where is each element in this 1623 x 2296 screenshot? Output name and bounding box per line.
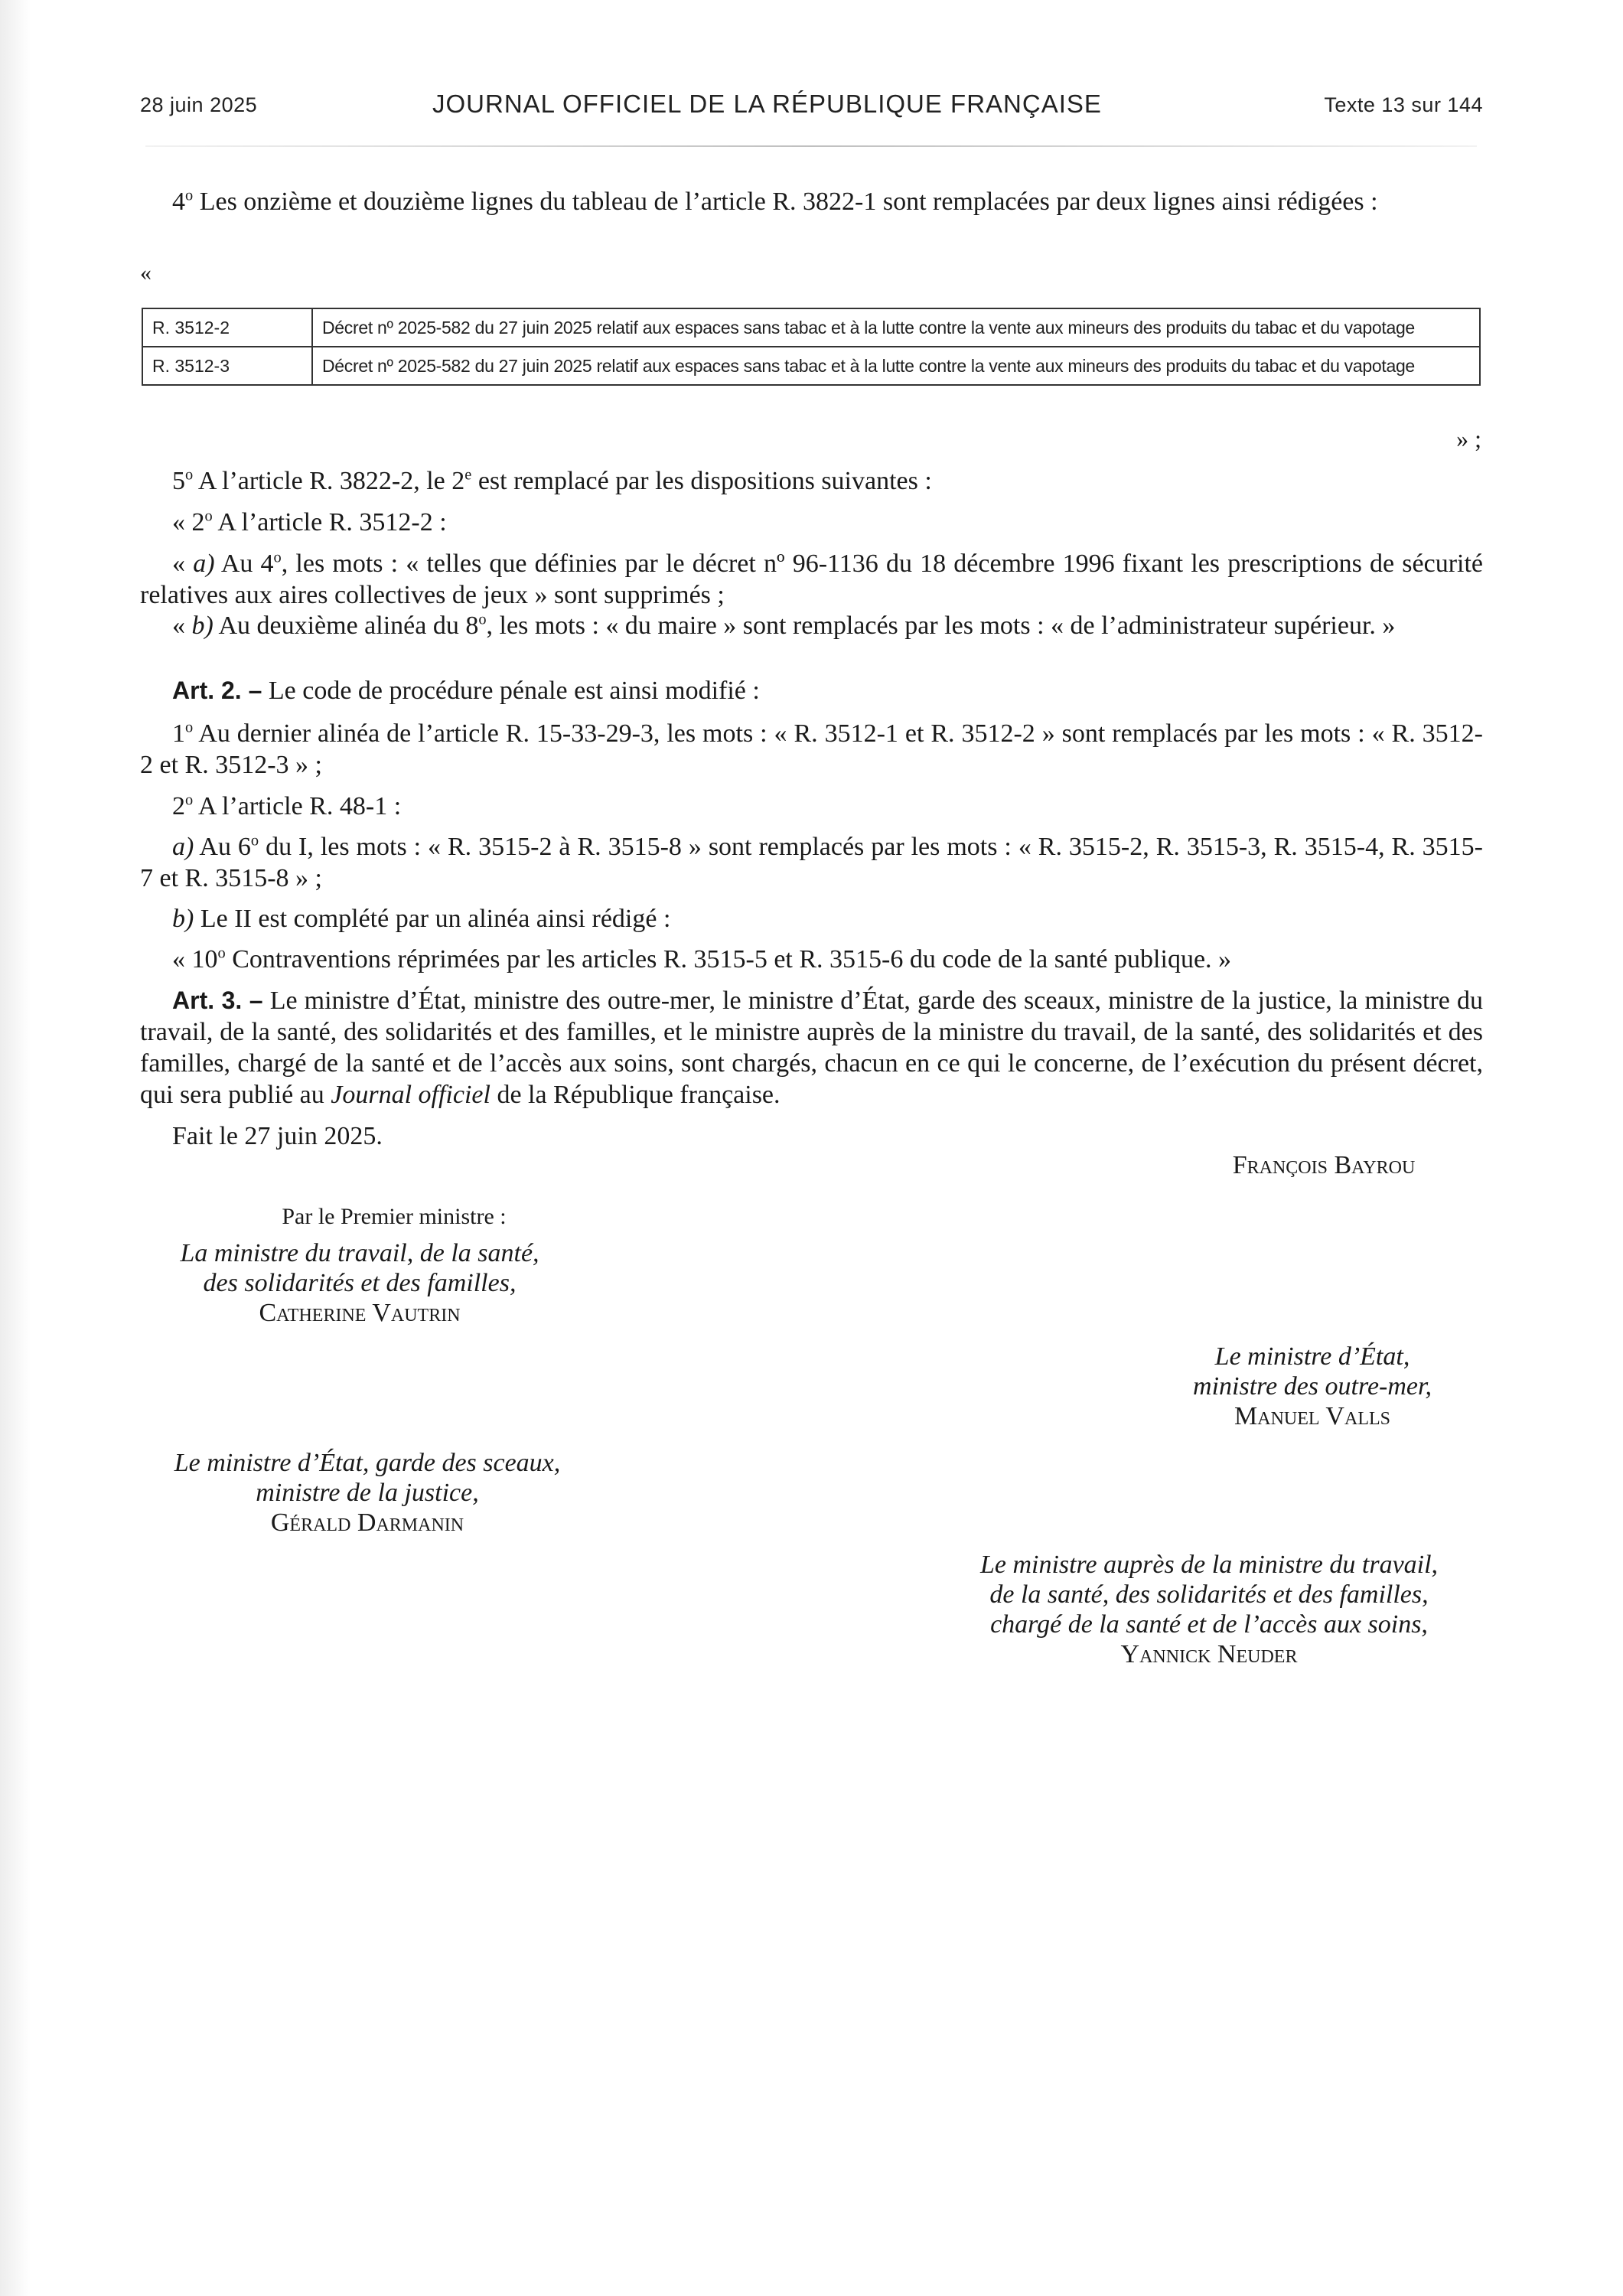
signature-prime-minister: François Bayrou [1232, 1151, 1416, 1179]
table-cell-text: Décret nº 2025-582 du 27 juin 2025 relatif aux espaces sans tabac et à la lutte contre la vente aux mineurs des produits du tabac et du vapotage [312, 308, 1480, 347]
article-2-item-2: 2$^o$ A l’article R. 48-1 : [172, 791, 402, 820]
signature-darmanin: Le ministre d’État, garde des sceaux, ministre de la justice, Gérald Darmanin [174, 1449, 561, 1537]
article-2-label: Art. 2. – [172, 677, 262, 704]
article-2-item-b: b) Le II est complété par un alinéa ainsi rédigé : [172, 905, 671, 933]
page-edge-shade [0, 0, 31, 2296]
open-quote: « [140, 260, 152, 285]
table-row [142, 308, 1480, 347]
paragraph-4: 4$^o$ Les onzième et douzième lignes du tableau de l’article R. 3822-1 sont remplacées par deux lignes ainsi rédigées : [172, 187, 1378, 216]
header-date: 28 juin 2025 [140, 93, 258, 116]
page-number: Texte 13 sur 144 [1324, 93, 1483, 116]
date-signed: Fait le 27 juin 2025. [172, 1122, 383, 1150]
article-3: Art. 3. – Le ministre d’État, ministre des outre-mer, le ministre d’État, garde des sceaux, ministre de la justice, la ministre du travail, de la santé, des solidarités et des familles, et le ministre auprès de la ministre du travail, de la santé, des solidarités et des familles, chargé de la santé et de l’accès aux soins, sont chargés, chacun en ce qui le concerne, de l’exécution du présent décret, qui sera publié au Journal officiel de la République française. [140, 987, 1484, 1109]
table-cell-ref: R. 3512-3 [142, 347, 312, 385]
quote-2: « 2$^o$ A l’article R. 3512-2 : [172, 507, 447, 536]
table-cell-ref: R. 3512-2 [142, 308, 312, 347]
article-3-label: Art. 3. – [172, 987, 263, 1014]
signature-vautrin: La ministre du travail, de la santé, des solidarités et des familles, Catherine Vautrin [180, 1239, 539, 1327]
quote-a: « a) Au 4$^o$, les mots : « telles que définies par le décret nº 96-1136 du 18 décembre 1996 fixant les prescriptions de sécurité relatives aux aires collectives de jeux » sont supprimés ; [140, 549, 1484, 609]
signature-neuder: Le ministre auprès de la ministre du travail, de la santé, des solidarités et des familles, chargé de la santé et de l’accès aux soins, Yannick Neuder [979, 1551, 1439, 1668]
amendment-table [142, 308, 1481, 386]
table-row [142, 347, 1480, 385]
journal-title: JOURNAL OFFICIEL DE LA RÉPUBLIQUE FRANÇAISE [432, 90, 1102, 118]
paragraph-5: 5$^o$ A l’article R. 3822-2, le 2e est remplacé par les dispositions suivantes : [172, 466, 932, 495]
article-2-item-a: a) Au 6$^o$ du I, les mots : « R. 3515-2 à R. 3515-8 » sont remplacés par les mots : « R. 3515-2, R. 3515-3, R. 3515-4, R. 3515-7 et R. 3515-8 » ; [140, 832, 1483, 892]
header-divider [145, 145, 1477, 147]
signature-valls: Le ministre d’État, ministre des outre-mer, Manuel Valls [1193, 1342, 1432, 1430]
par-le-premier-ministre: Par le Premier ministre : [282, 1204, 507, 1229]
article-2: Art. 2. – Le code de procédure pénale est ainsi modifié : [172, 677, 760, 705]
table-cell-text: Décret nº 2025-582 du 27 juin 2025 relatif aux espaces sans tabac et à la lutte contre la vente aux mineurs des produits du tabac et du vapotage [312, 347, 1480, 385]
article-2-item-1: 1$^o$ Au dernier alinéa de l’article R. 15-33-29-3, les mots : « R. 3512-1 et R. 3512-2 » sont remplacés par les mots : « R. 3512-2 et R. 3512-3 » ; [140, 719, 1483, 779]
quote-b: « b) Au deuxième alinéa du 8$^o$, les mots : « du maire » sont remplacés par les mots : « de l’administrateur supérieur. » [172, 611, 1396, 640]
close-quote: » ; [1456, 425, 1481, 452]
article-2-item-10: « 10$^o$ Contraventions réprimées par les articles R. 3515-5 et R. 3515-6 du code de la santé publique. » [172, 944, 1232, 974]
